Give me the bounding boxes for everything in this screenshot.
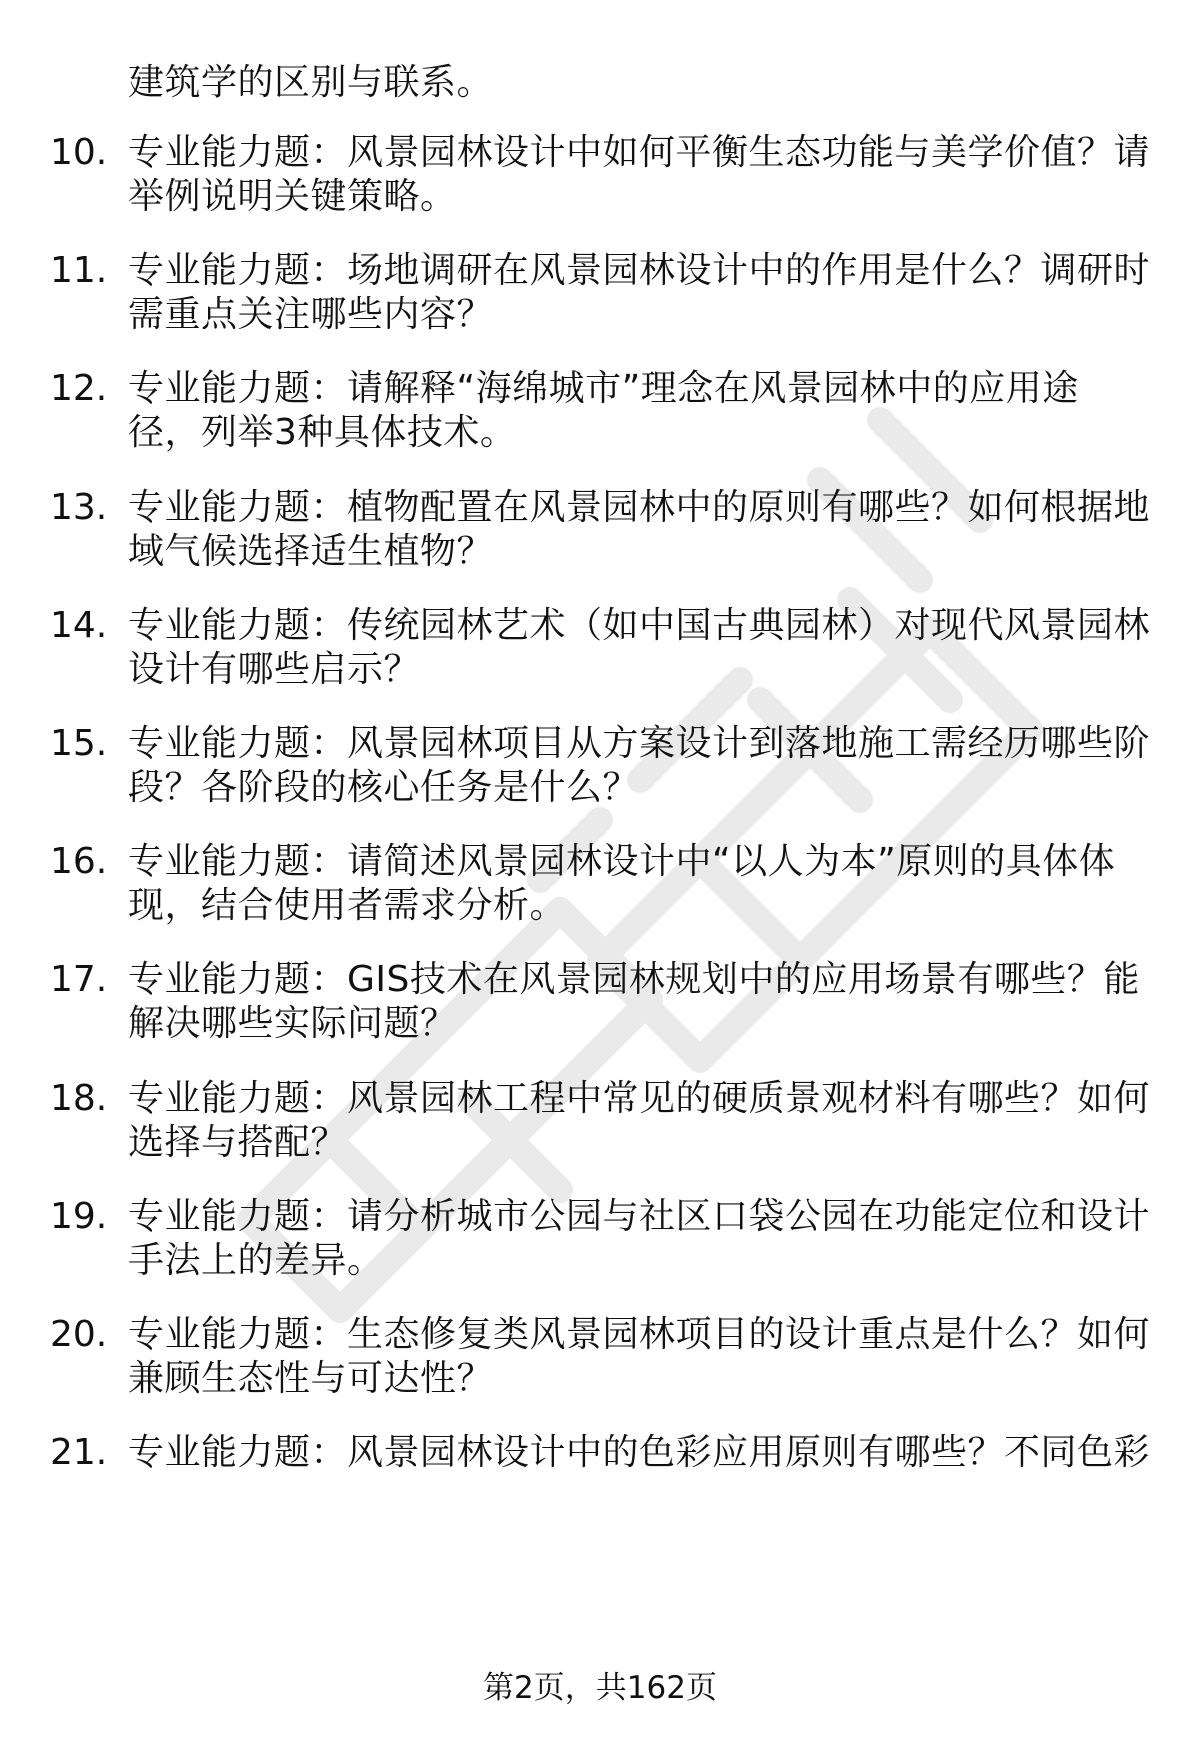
question-text-line-2: 段？各阶段的核心任务是什么？ — [128, 767, 640, 808]
question-text-line-2: 选择与搭配？ — [128, 1122, 348, 1163]
question-text-line-2: 手法上的差异。 — [128, 1240, 384, 1281]
question-text-line-2: 设计有哪些启示？ — [128, 649, 421, 690]
question-text-line-2: 域气候选择适生植物？ — [128, 531, 494, 572]
question-text-line-1: 专业能力题：GIS技术在风景园林规划中的应用场景有哪些？能 — [128, 959, 1140, 1000]
question-text-line-2: 兼顾生态性与可达性？ — [128, 1358, 494, 1399]
question-number: 21. — [50, 1432, 108, 1473]
question-text-line-1: 专业能力题：植物配置在风景园林中的原则有哪些？如何根据地 — [128, 487, 1151, 528]
question-number: 19. — [50, 1196, 108, 1237]
question-number: 10. — [50, 132, 108, 173]
question-text-line-1: 专业能力题：风景园林设计中如何平衡生态功能与美学价值？请 — [128, 132, 1151, 173]
page-footer: 第2页，共162页 — [483, 1670, 717, 1706]
question-text-line-1: 专业能力题：生态修复类风景园林项目的设计重点是什么？如何 — [128, 1314, 1151, 1355]
question-text-line-1: 专业能力题：场地调研在风景园林设计中的作用是什么？调研时 — [128, 250, 1151, 291]
question-number: 15. — [50, 723, 108, 764]
question-text-line-1: 专业能力题：风景园林工程中常见的硬质景观材料有哪些？如何 — [128, 1078, 1151, 1119]
question-text-line-2: 现，结合使用者需求分析。 — [128, 885, 567, 926]
question-number: 11. — [50, 250, 108, 291]
question-text-line-2: 解决哪些实际问题？ — [128, 1003, 457, 1044]
question-text-line-2: 径，列举3种具体技术。 — [128, 412, 517, 453]
question-number: 18. — [50, 1078, 108, 1119]
question-number: 17. — [50, 959, 108, 1000]
question-number: 12. — [50, 368, 108, 409]
continuation-line: 建筑学的区别与联系。 — [128, 62, 494, 103]
question-text-line-2: 举例说明关键策略。 — [128, 176, 457, 217]
question-number: 20. — [50, 1314, 108, 1355]
question-text-line-2: 需重点关注哪些内容？ — [128, 294, 494, 335]
question-text-line-1: 专业能力题：传统园林艺术（如中国古典园林）对现代风景园林 — [128, 605, 1151, 646]
question-text-line-1: 专业能力题：请分析城市公园与社区口袋公园在功能定位和设计 — [128, 1196, 1151, 1237]
question-text-line-1: 专业能力题：风景园林设计中的色彩应用原则有哪些？不同色彩 — [128, 1432, 1151, 1473]
question-number: 16. — [50, 841, 108, 882]
question-number: 14. — [50, 605, 108, 646]
question-text-line-1: 专业能力题：请解释“海绵城市”理念在风景园林中的应用途 — [128, 368, 1079, 409]
question-number: 13. — [50, 487, 108, 528]
question-text-line-1: 专业能力题：风景园林项目从方案设计到落地施工需经历哪些阶 — [128, 723, 1151, 764]
question-text-line-1: 专业能力题：请简述风景园林设计中“以人为本”原则的具体体 — [128, 841, 1116, 882]
